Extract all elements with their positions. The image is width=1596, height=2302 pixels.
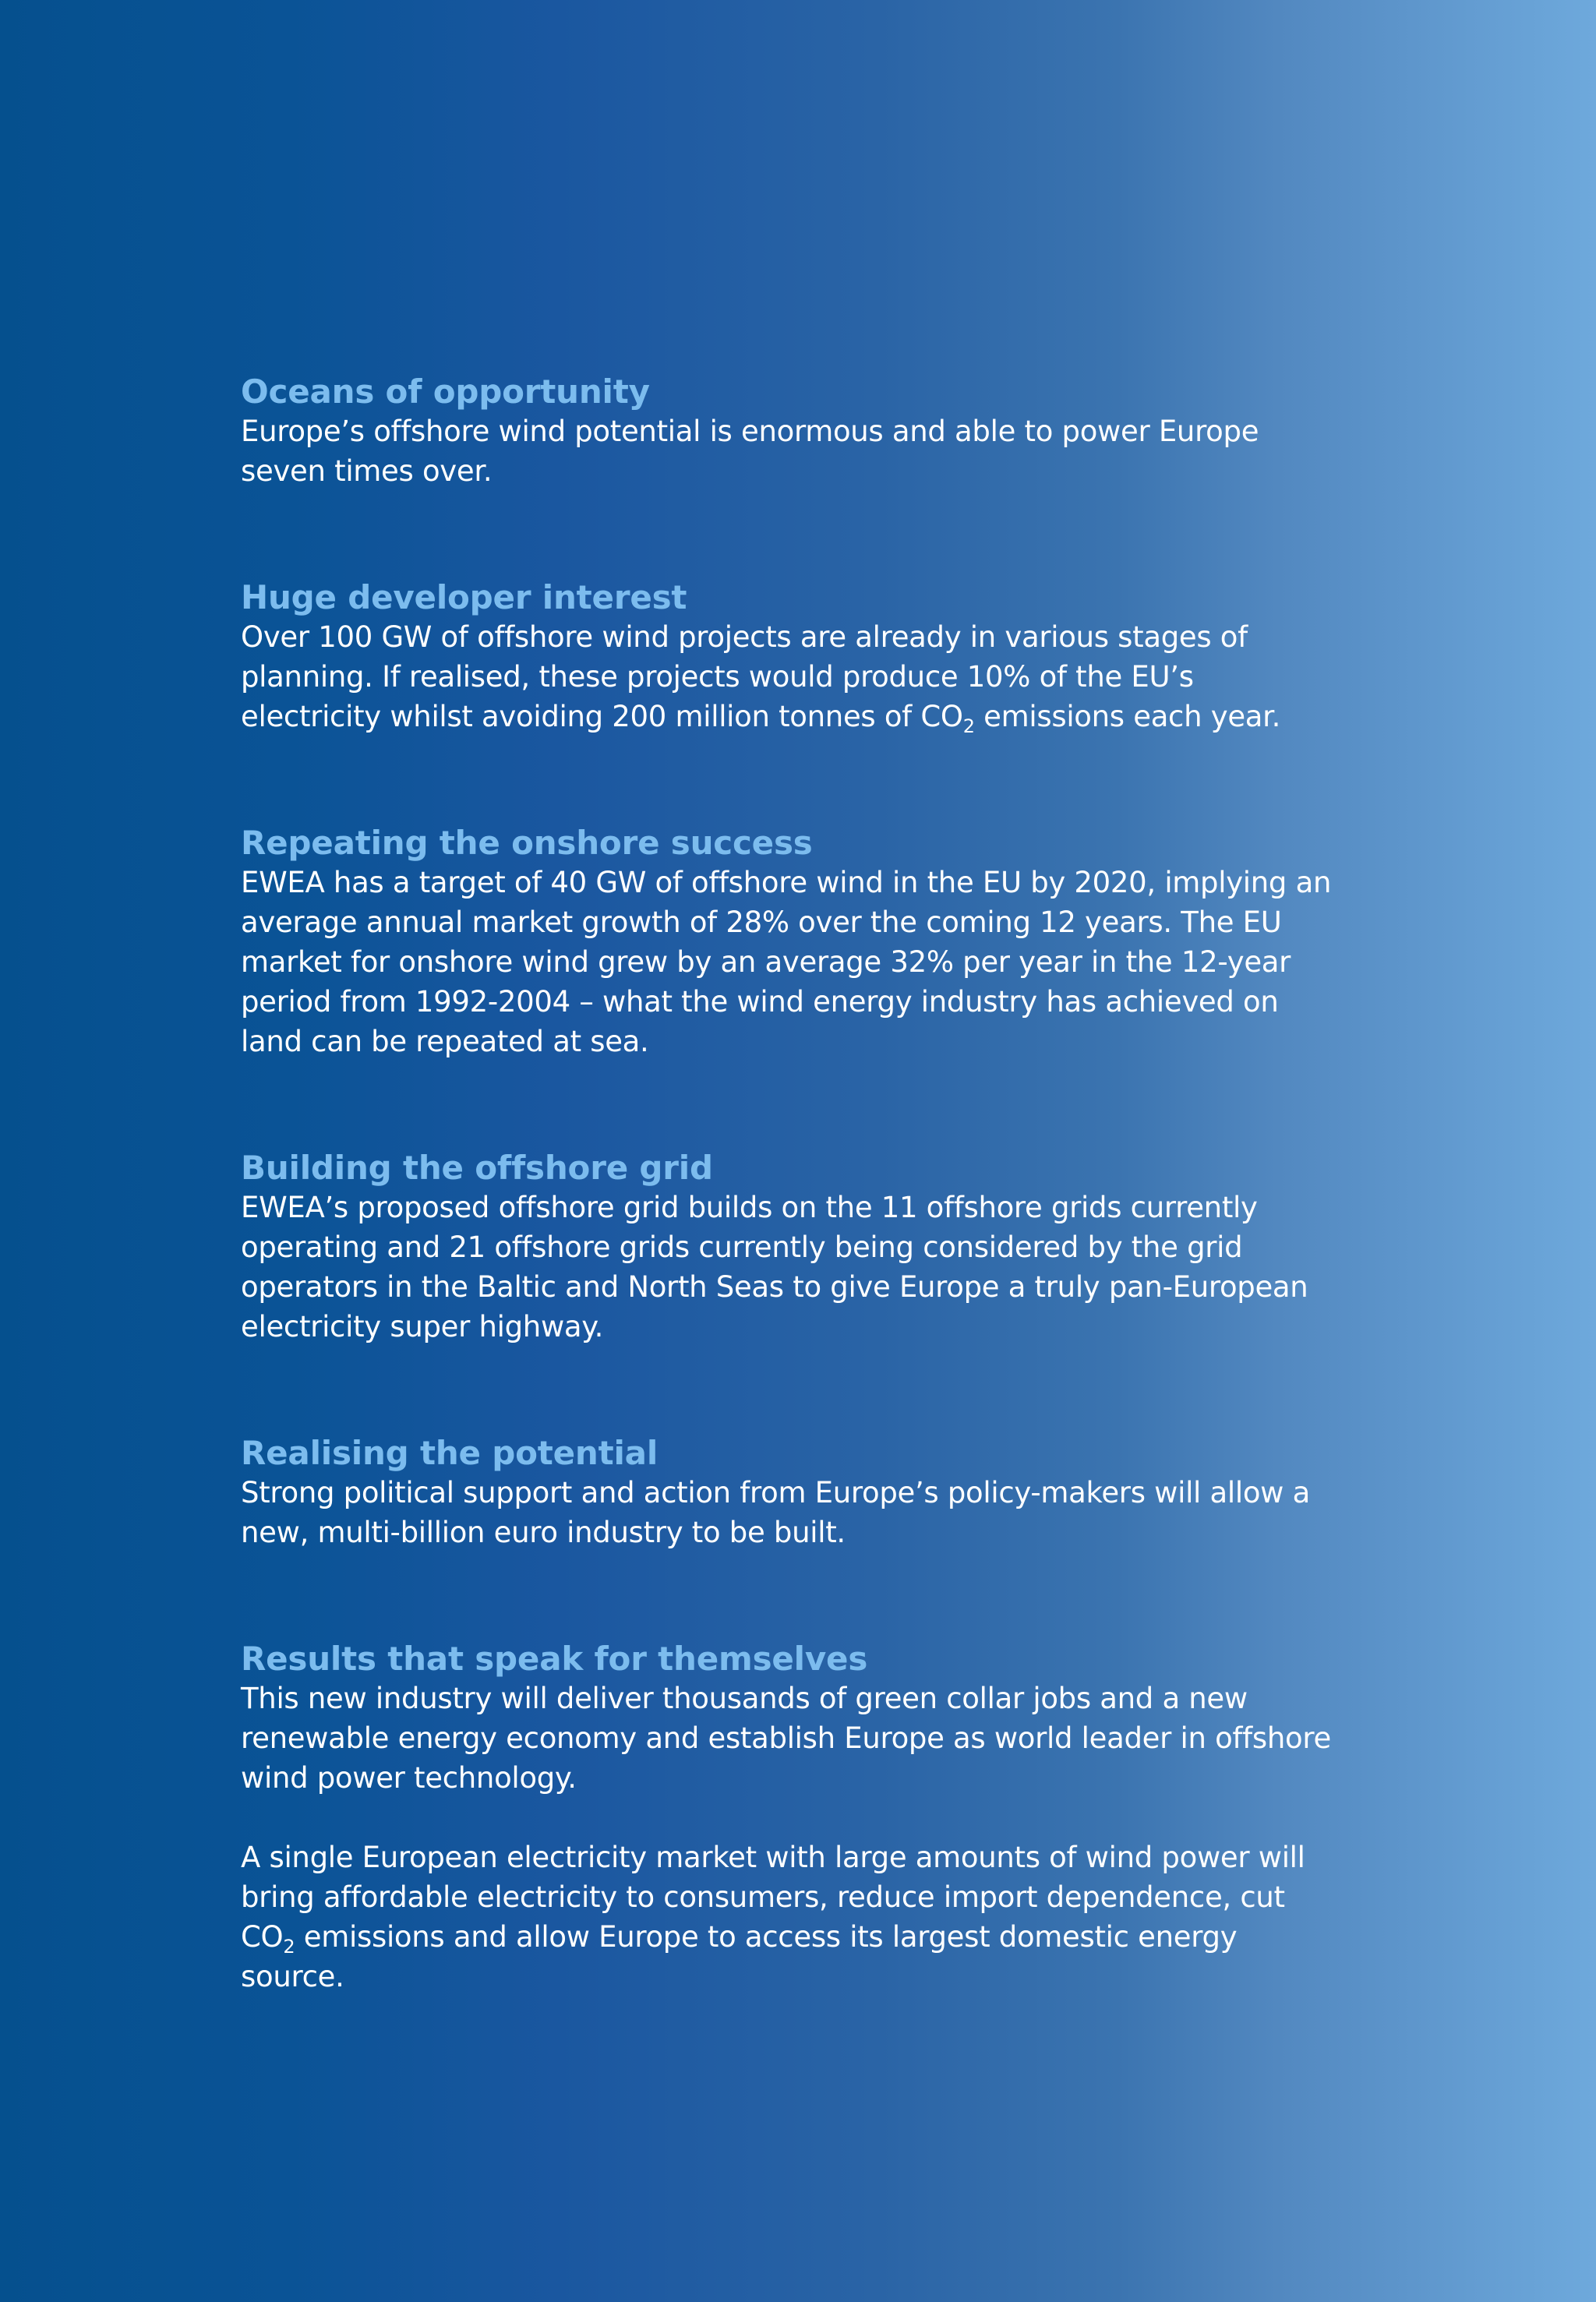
section-paragraph: EWEA’s proposed offshore grid builds on the 11 offshore grids currently operating and 21 offshore grids currently being considered by the grid operators in the Baltic and North Seas to give Europe a truly pan-European electricity super highway. xyxy=(241,1191,1308,1343)
section-paragraph: This new industry will deliver thousands of green collar jobs and a new renewable energy economy and establish Europe as world leader in offshore wind power technology. xyxy=(241,1682,1331,1795)
section-repeating-the-onshore-success xyxy=(241,824,1332,1061)
section-heading: Realising the potential xyxy=(241,1434,659,1472)
section-paragraph: Strong political support and action from Europe’s policy-makers will allow a new, multi-billion euro industry to be built. xyxy=(241,1476,1310,1549)
section-realising-the-potential xyxy=(241,1434,1332,1552)
section-paragraph: Over 100 GW of offshore wind projects are already in various stages of planning. If realised, these projects would produce 10% of the EU’s electricity whilst avoiding 200 million tonnes of $CO_2$ emissions each year. xyxy=(241,620,1281,737)
section-paragraph: Europe’s offshore wind potential is enormous and able to power Europe seven times over. xyxy=(241,415,1259,488)
section-paragraph: EWEA has a target of 40 GW of offshore wind in the EU by 2020, implying an average annual market growth of 28% over the coming 12 years. The EU market for onshore wind grew by an average 32% per year in the 12-year period from 1992-2004 – what the wind energy industry has achieved on land can be repeated at sea. xyxy=(241,866,1332,1058)
section-heading: Results that speak for themselves xyxy=(241,1640,868,1678)
section-building-the-offshore-grid xyxy=(241,1149,1332,1347)
section-heading: Huge developer interest xyxy=(241,578,687,616)
subscript: 2 xyxy=(962,715,975,737)
section-paragraph: A single European electricity market with large amounts of wind power will bring affordable electricity to consumers, reduce import dependence, cut $CO_2$ emissions and allow Europe to access its largest domestic energy source. xyxy=(241,1841,1305,1993)
section-oceans-of-opportunity xyxy=(241,372,1332,491)
section-heading: Oceans of opportunity xyxy=(241,372,650,411)
section-huge-developer-interest xyxy=(241,578,1332,736)
section-heading: Repeating the onshore success xyxy=(241,824,813,862)
section-results-that-speak-for-themselves xyxy=(241,1640,1332,1997)
section-heading: Building the offshore grid xyxy=(241,1149,713,1187)
document-body xyxy=(241,372,1332,1997)
subscript: 2 xyxy=(283,1936,295,1958)
